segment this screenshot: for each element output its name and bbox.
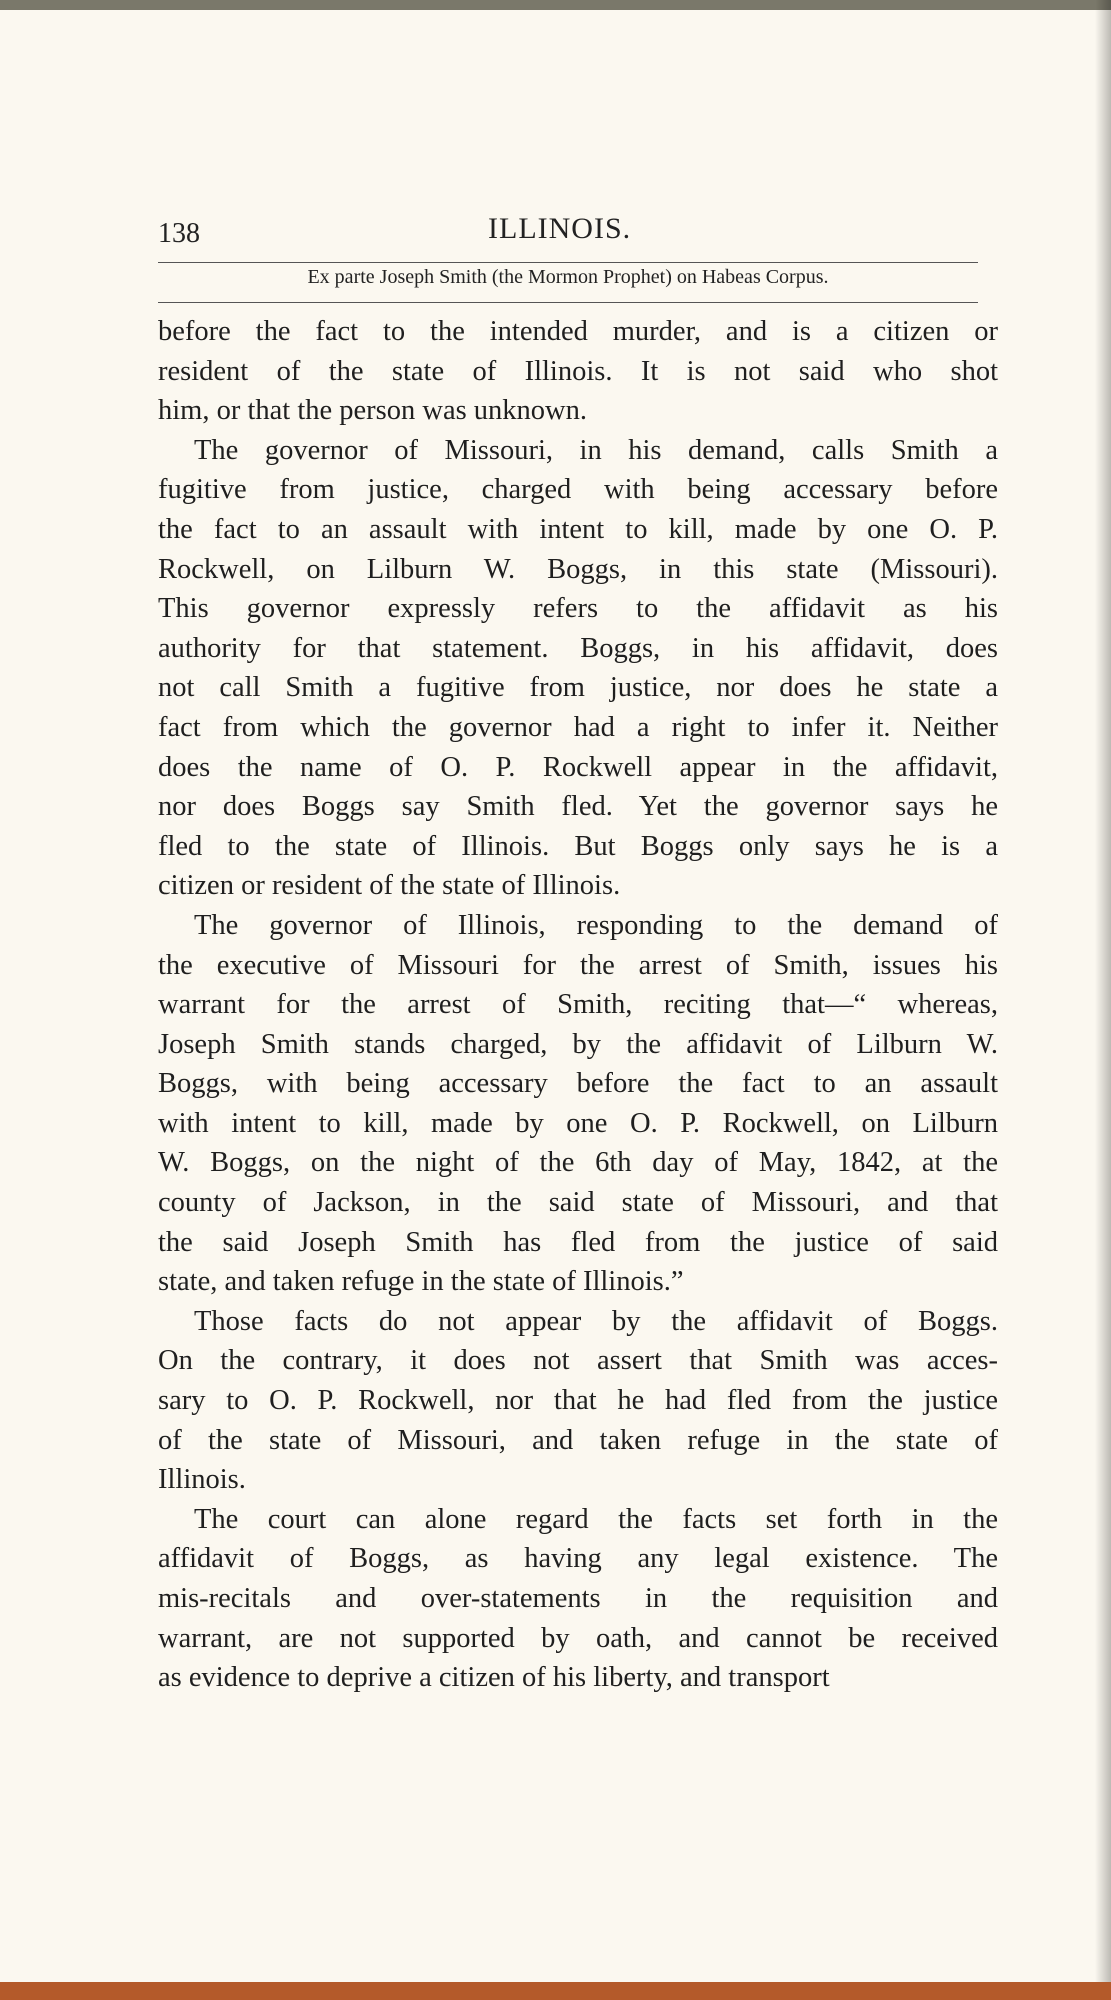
text-line: county of Jackson, in the said state of Missouri, and that <box>158 1187 998 1219</box>
text-line: sary to O. P. Rockwell, nor that he had fled from the justice <box>158 1385 998 1417</box>
text-line: not call Smith a fugitive from justice, nor does he state a <box>158 672 998 704</box>
header-rule-top <box>158 262 978 263</box>
page-header <box>158 212 978 256</box>
text-line: affidavit of Boggs, as having any legal existence. The <box>158 1543 998 1575</box>
paragraph <box>158 1302 998 1500</box>
text-line: W. Boggs, on the night of the 6th day of May, 1842, at the <box>158 1147 998 1179</box>
text-line: The court can alone regard the facts set forth in the <box>194 1503 998 1535</box>
paragraph <box>158 906 998 1302</box>
text-line: Those facts do not appear by the affidavit of Boggs. <box>194 1305 998 1337</box>
text-line: resident of the state of Illinois. It is not said who shot <box>158 355 998 387</box>
text-line: Boggs, with being accessary before the fact to an assault <box>158 1068 998 1100</box>
running-head: ILLINOIS. <box>488 212 632 245</box>
text-line: mis-recitals and over-statements in the requisition and <box>158 1583 998 1614</box>
text-line: fugitive from justice, charged with being accessary before <box>158 474 998 506</box>
text-line: warrant for the arrest of Smith, reciting that—“ whereas, <box>158 989 998 1021</box>
case-title: Ex parte Joseph Smith (the Mormon Prophet) on Habeas Corpus. <box>307 266 829 288</box>
page-number: 138 <box>158 218 200 249</box>
page-binding-shadow <box>1095 0 1111 2000</box>
text-line: Illinois. <box>158 1464 246 1496</box>
body-text <box>158 312 998 1698</box>
text-line: The governor of Missouri, in his demand, calls Smith a <box>194 434 998 466</box>
header-rule-bottom <box>158 302 978 303</box>
text-line: the said Joseph Smith has fled from the justice of said <box>158 1226 998 1258</box>
page-top-edge <box>0 0 1111 10</box>
text-line: fact from which the governor had a right to infer it. Neither <box>158 711 998 743</box>
paragraph <box>158 431 998 906</box>
text-line: as evidence to deprive a citizen of his liberty, and transport <box>158 1662 830 1694</box>
text-line: the fact to an assault with intent to kill, made by one O. P. <box>158 513 998 545</box>
text-line: of the state of Missouri, and taken refuge in the state of <box>158 1424 998 1456</box>
text-line: citizen or resident of the state of Illinois. <box>158 870 621 902</box>
text-line: authority for that statement. Boggs, in his affidavit, does <box>158 632 998 664</box>
paragraph <box>158 1500 998 1698</box>
text-line: does the name of O. P. Rockwell appear in the affidavit, <box>158 751 998 783</box>
text-line: with intent to kill, made by one O. P. Rockwell, on Lilburn <box>158 1107 998 1139</box>
text-line: before the fact to the intended murder, and is a citizen or <box>158 316 998 347</box>
text-line: warrant, are not supported by oath, and cannot be received <box>158 1622 998 1654</box>
paragraph <box>158 312 998 431</box>
text-line: The governor of Illinois, responding to the demand of <box>194 909 998 941</box>
text-line: Rockwell, on Lilburn W. Boggs, in this state (Missouri). <box>158 553 998 585</box>
text-line: On the contrary, it does not assert that Smith was acces- <box>158 1345 998 1377</box>
page-bottom-edge <box>0 1982 1111 2000</box>
text-line: This governor expressly refers to the affidavit as his <box>158 593 998 625</box>
text-line: him, or that the person was unknown. <box>158 395 588 427</box>
text-line: nor does Boggs say Smith fled. Yet the governor says he <box>158 791 998 823</box>
text-line: Joseph Smith stands charged, by the affidavit of Lilburn W. <box>158 1028 998 1060</box>
text-line: state, and taken refuge in the state of Illinois.” <box>158 1266 684 1298</box>
text-line: fled to the state of Illinois. But Boggs only says he is a <box>158 830 998 862</box>
text-line: the executive of Missouri for the arrest of Smith, issues his <box>158 949 998 981</box>
